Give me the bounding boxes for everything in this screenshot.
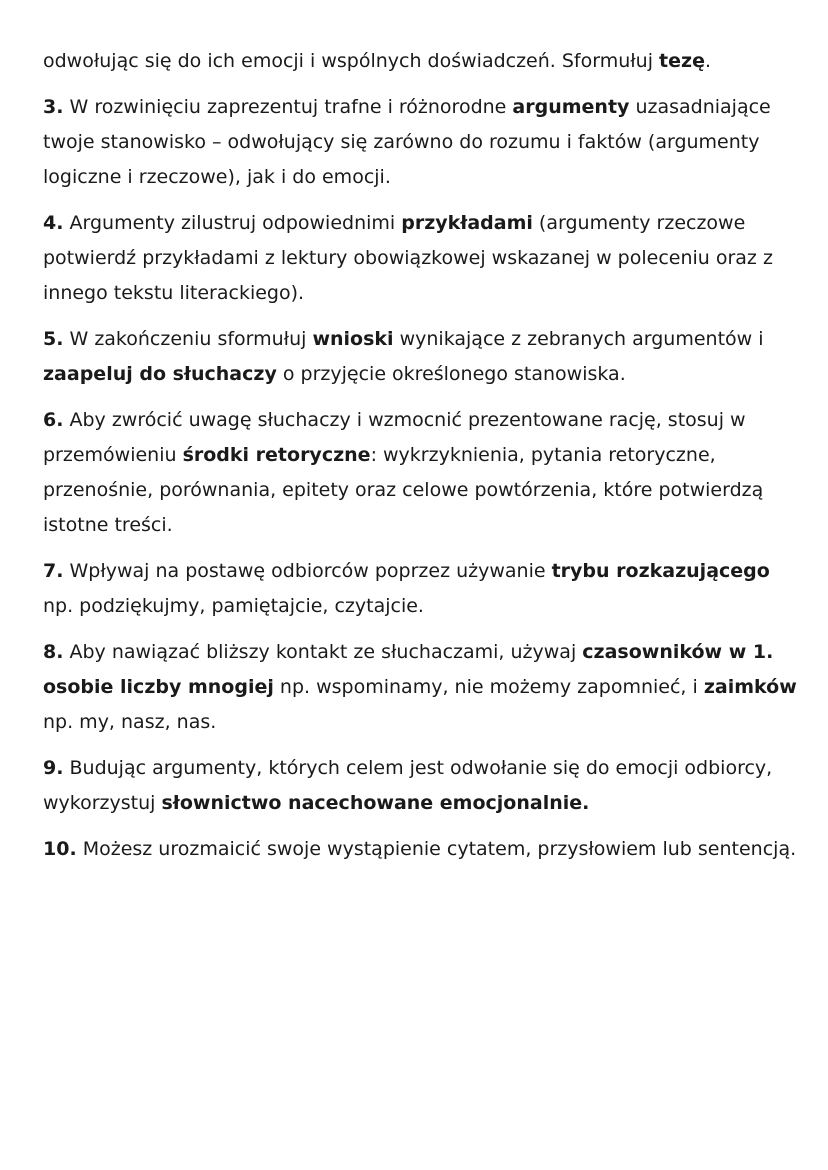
item-number: 3. — [43, 96, 64, 118]
bold-term: środki retoryczne — [182, 444, 371, 466]
text-segment: W zakończeniu sformułuj — [63, 328, 313, 350]
text-segment: Budując argumenty, których celem jest odwołanie się do emocji odbiorcy, wykorzystuj — [43, 757, 773, 814]
text-segment: . — [704, 50, 712, 72]
text-segment: Wpływaj na postawę odbiorców poprzez używanie — [63, 560, 552, 582]
text-segment: Możesz urozmaicić swoje wystąpienie cytatem, przysłowiem lub sentencją. — [76, 838, 797, 860]
bold-term: zaapeluj do słuchaczy — [43, 363, 277, 385]
text-segment: o przyjęcie określonego stanowiska. — [276, 363, 626, 385]
text-segment: : wykrzyknienia, pytania retoryczne, przenośnie, porównania, epitety oraz celowe powtórzenia, które potwierdzą istotne treści. — [43, 444, 764, 536]
bold-term: czasowników w 1. osobie liczby mnogiej — [43, 641, 774, 698]
bold-term: trybu rozkazującego — [551, 560, 770, 582]
bold-term: argumenty — [512, 96, 630, 118]
text-segment: Aby nawiązać bliższy kontakt ze słuchaczami, używaj — [63, 641, 583, 663]
paragraph-item-10 — [43, 832, 798, 867]
paragraph-item-4 — [43, 206, 798, 311]
bold-term: przykładami — [401, 212, 533, 234]
text-segment: odwołując się do ich emocji i wspólnych doświadczeń. Sformułuj — [43, 50, 660, 72]
paragraph-item-7 — [43, 554, 798, 624]
item-number: 8. — [43, 641, 64, 663]
paragraph-item-6 — [43, 403, 798, 543]
bold-term: zaimków — [703, 676, 797, 698]
text-segment: np. my, nasz, nas. — [43, 711, 217, 733]
item-number: 6. — [43, 409, 64, 431]
paragraph-item-8 — [43, 635, 798, 740]
text-segment: (argumenty rzeczowe potwierdź przykładami z lektury obowiązkowej wskazanej w poleceniu oraz z innego tekstu literackiego). — [43, 212, 773, 304]
item-number: 9. — [43, 757, 64, 779]
text-segment: Aby zwrócić uwagę słuchaczy i wzmocnić prezentowane rację, stosuj w przemówieniu — [43, 409, 746, 466]
text-segment: wynikające z zebranych argumentów i — [393, 328, 764, 350]
paragraph-intro-tail — [43, 44, 798, 79]
text-segment: Argumenty zilustruj odpowiednimi — [63, 212, 402, 234]
item-number: 7. — [43, 560, 64, 582]
item-number: 5. — [43, 328, 64, 350]
text-segment: uzasadniające twoje stanowisko – odwołujący się zarówno do rozumu i faktów (argumenty logiczne i rzeczowe), jak i do emocji. — [43, 96, 771, 188]
bold-term: słownictwo nacechowane emocjonalnie. — [161, 792, 590, 814]
text-segment: np. podziękujmy, pamiętajcie, czytajcie. — [43, 595, 424, 617]
item-number: 10. — [43, 838, 77, 860]
item-number: 4. — [43, 212, 64, 234]
bold-term: wnioski — [312, 328, 394, 350]
paragraph-item-5 — [43, 322, 798, 392]
bold-term: tezę — [659, 50, 705, 72]
text-segment: np. wspominamy, nie możemy zapomnieć, i — [273, 676, 704, 698]
paragraph-item-3 — [43, 90, 798, 195]
paragraph-item-9 — [43, 751, 798, 821]
text-segment: W rozwinięciu zaprezentuj trafne i różnorodne — [63, 96, 513, 118]
